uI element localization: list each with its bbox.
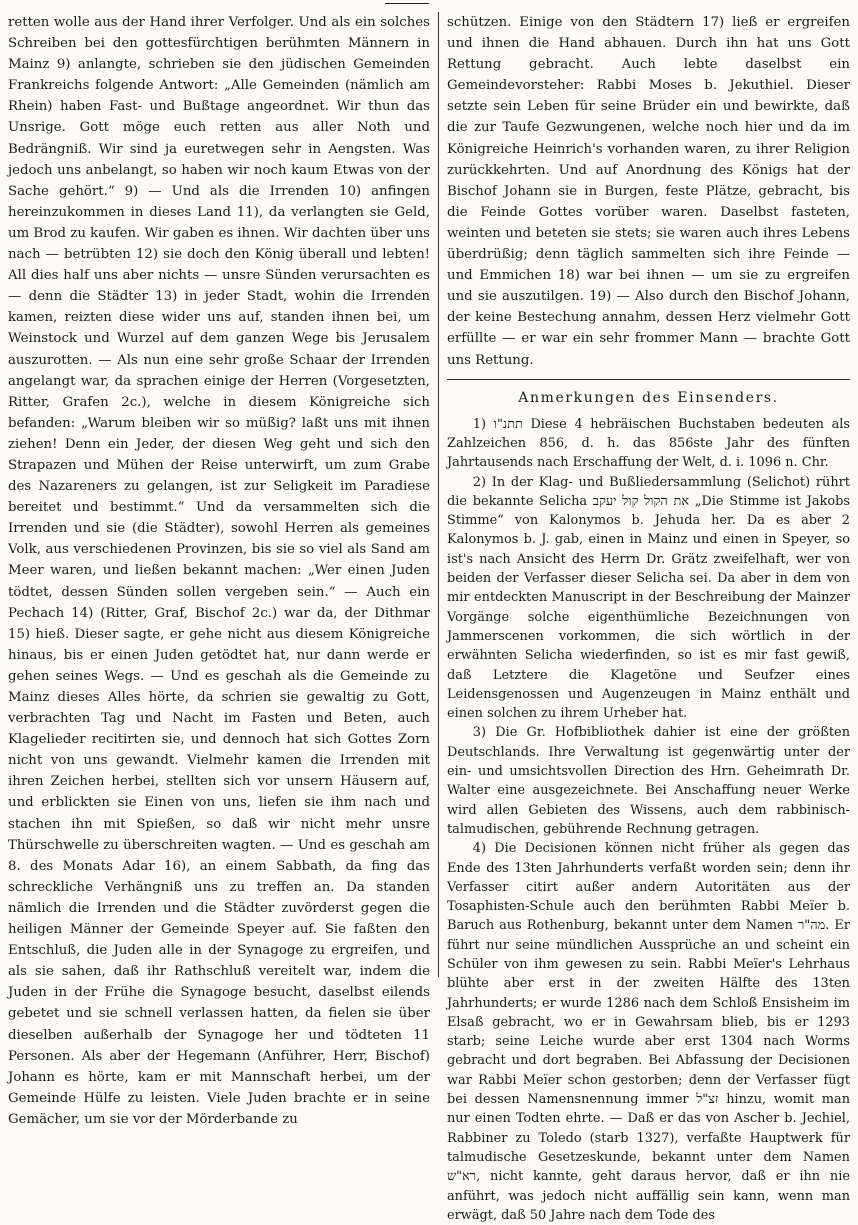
- left-column: [8, 12, 438, 1127]
- notes-section: [447, 379, 850, 1225]
- note-3: 3) Die Gr. Hofbibliothek dahier ist eine der größten Deutschlands. Ihre Verwaltung ist gegenwärtig unter der ein- und umsichtsvollen Direction des Hrn. Geheimrath Dr. Walter eine ausgezeichnete. Bei Anschaffung neuer Werke wird allen Gebieten des Wissens, auch dem rabbinisch-talmudischen, gebührende Rechnung getragen.: [447, 725, 850, 837]
- note-2: 2) In der Klag- und Bußliedersammlung (Selichot) rührt die bekannte Selicha את הקול קול יעקב „Die Stimme ist Jakobs Stimme“ von Kalonymos b. Jehuda her. Da es aber 2 Kalonymos b. J. gab, einen in Mainz und einen in Speyer, so ist's nach Ansicht des Herrn Dr. Grätz zweifelhaft, wer von beiden der Verfasser dieser Selicha sei. Da aber in dem von mir entdeckten Manuscript in der Beschreibung der Mainzer Vorgänge solche eigenthümliche Bezeichnungen von Jammerscenen vorkommen, die sich wörtlich in der erwähnten Selicha wiederfinden, so ist es mir fast gewiß, daß Letztere die Klagetöne und Seufzer eines Leidensgenossen und Augenzeugen in Mainz enthält und einen solchen zu ihrem Urheber hat.: [447, 474, 851, 722]
- text-columns: [8, 12, 851, 1223]
- note-1: 1) תתנ"ו Diese 4 hebräischen Buchstaben bedeuten als Zahlzeichen 856, d. h. das 856ste Jahr des fünften Jahrtausends nach Erschaffung der Welt, d. i. 1096 n. Chr.: [447, 416, 850, 471]
- notes-rule: [447, 379, 850, 380]
- notes-title: Anmerkungen des Einsenders.: [518, 389, 779, 406]
- top-rule: [385, 3, 429, 4]
- right-column-text: schützen. Einige von den Städtern 17) ließ er ergreifen und ihnen die Hand abhauen. Durch ihn hat uns Gott Rettung gebracht. Auch lebte daselbst ein Gemeindevorsteher: Rabbi Moses b. Jekuthiel. Dieser setzte sein Leben für seine Brüder ein und bewirkte, daß die zur Taufe Gezwungenen, welche noch hier und da im Königreiche Heinrich's vorhanden waren, zu ihrer Religion zurückkehrten. Und auf Anordnung des Königs hat der Bischof Johann sie in Burgen, feste Plätze, gebracht, bis die Feinde Gottes vorüber waren. Daselbst fasteten, weinten und beteten sie stets; sie waren auch ihres Lebens überdrüßig; denn täglich sammelten sich ihre Feinde — und Emmichen 18) war bei ihnen — um sie zu ergreifen und sie auszutilgen. 19) — Also durch den Bischof Johann, der keine Bestechung annahm, dessen Herz vielmehr Gott erfüllte — er war ein sehr frommer Mann — brachte Gott uns Rettung.: [447, 15, 850, 368]
- note-4: 4) Die Decisionen können nicht früher als gegen das Ende des 13ten Jahrhunderts verfaßt worden sein; denn ihr Verfasser citirt außer andern Autoritäten aus der Tosaphisten-Schule auch den berühmten Rabbi Meïer b. Baruch aus Rothenburg, bekannt unter dem Namen מה"ר. Er führt nur seine mündlichen Aussprüche an und scheint ein Schüler von ihm gewesen zu sein. Rabbi Meïer's Lehrhaus blühte aber erst in der zweiten Hälfte des 13ten Jahrhunderts; er wurde 1286 nach dem Schloß Ensisheim im Elsaß gebracht, wo er in Gewahrsam blieb, bis er 1293 starb; seine Leiche wurde aber erst 1304 nach Worms gebracht und dort begraben. Bei Abfassung der Decisionen war Rabbi Meïer schon gestorben; denn der Verfasser fügt bei dessen Namensnennung immer זצ"ל hinzu, womit man nur einen Todten ehrte. — Daß er das von Ascher b. Jechiel, Rabbiner zu Toledo (starb 1327), verfaßte Hauptwerk für talmudische Gesetzeskunde, bekannt unter dem Namen רא"ש, nicht kannte, geht daraus hervor, daß er ihn nie anführt, was jedoch nicht auffällig sein kann, wenn man erwägt, daß 50 Jahre nach dem Tode des: [447, 841, 850, 1223]
- right-column: [439, 12, 851, 1223]
- left-column-text: retten wolle aus der Hand ihrer Verfolger. Und als ein solches Schreiben bei den gottesfürchtigen berühmten Männern in Mainz 9) anlangte, schrieben sie den jüdischen Gemeinden Frankreichs folgende Antwort: „Alle Gemeinden (nämlich am Rhein) haben Fast- und Bußtage angeordnet. Wir thun das Unsrige. Gott möge euch retten aus aller Noth und Bedrängniß. Wir sind ja euretwegen sehr in Aengsten. Was jedoch uns anbelangt, so haben wir noch kaum Etwas von der Sache gehört.“ 9) — Und als die Irrenden 10) anfingen hereinzukommen in dieses Land 11), da verlangten sie Geld, um Brod zu kaufen. Wir gaben es ihnen. Wir dachten über uns nach — betrübten 12) sie doch den König überall und lebten! All dies half uns aber nichts — unsre Sünden verursachten es — denn die Städter 13) in jeder Stadt, wohin die Irrenden kamen, reizten diese wider uns auf, standen ihnen bei, um Weinstock und Wurzel auf dem ganzen Wege bis Jerusalem auszurotten. — Als nun eine sehr große Schaar der Irrenden angelangt war, da sprachen einige der Herren (Vorgesetzten, Ritter, Grafen 2c.), welche in diesem Königreiche sich befanden: „Warum bleiben wir so müßig? laßt uns mit ihnen ziehen! Denn ein Jeder, der diesen Weg geht und sich den Strapazen und Mühen der Reise unterwirft, um zum Grabe des Nazareners zu gelangen, ist zur Seligkeit im Paradiese bereitet und bestimmt.“ Und da versammelten sich die Irrenden und sie (die Städter), sowohl Herren als gemeines Volk, aus verschiedenen Provinzen, bis sie so viel als Sand am Meer waren, und ließen bekannt machen: „Wer einen Juden tödtet, dessen Sünden sollen vergeben sein.“ — Auch ein Pechach 14) (Ritter, Graf, Bischof 2c.) war da, der Dithmar 15) hieß. Dieser sagte, er gehe nicht aus diesem Königreiche hinaus, bis er einen Juden getödtet hat, nur dann werde er gehen seines Wegs. — Und es geschah als die Gemeinde zu Mainz dieses Alles hörte, da schrien sie gewaltig zu Gott, verbrachten Tag und Nacht im Fasten und Beten, auch Klagelieder recitirten sie, und dennoch hat sich Gottes Zorn nicht von uns gewandt. Vielmehr kamen die Irrenden mit ihren Zeichen herbei, stellten sich vor unsern Häusern auf, und erblickten sie Einen von uns, liefen sie ihm nach und stachen ihn mit Spießen, so daß wir nicht mehr unsre Thürschwelle zu überschreiten wagten. — Und es geschah am 8. des Monats Adar 16), an einem Sabbath, da fing das schreckliche Verhängniß uns zu treffen an. Da standen nämlich die Irrenden und die Städter zuvörderst gegen die heiligen Männer der Gemeinde Speyer auf. Sie faßten den Entschluß, die Juden alle in der Synagoge zu ergreifen, und als sie sahen, daß ihr Rathschluß vereitelt war, indem die Juden in der Frühe die Synagoge besucht, daselbst eilends gebetet und sie schnell verlassen hatten, da fielen sie über dieselben außerhalb der Synagoge her und tödteten 11 Personen. Als aber der Hegemann (Anführer, Herr, Bischof) Johann es hörte, kam er mit Mannschaft herbei, um der Gemeinde Hülfe zu leisten. Viele Juden brachte er in seine Gemächer, um sie vor der Mörderbande zu: [8, 15, 430, 1127]
